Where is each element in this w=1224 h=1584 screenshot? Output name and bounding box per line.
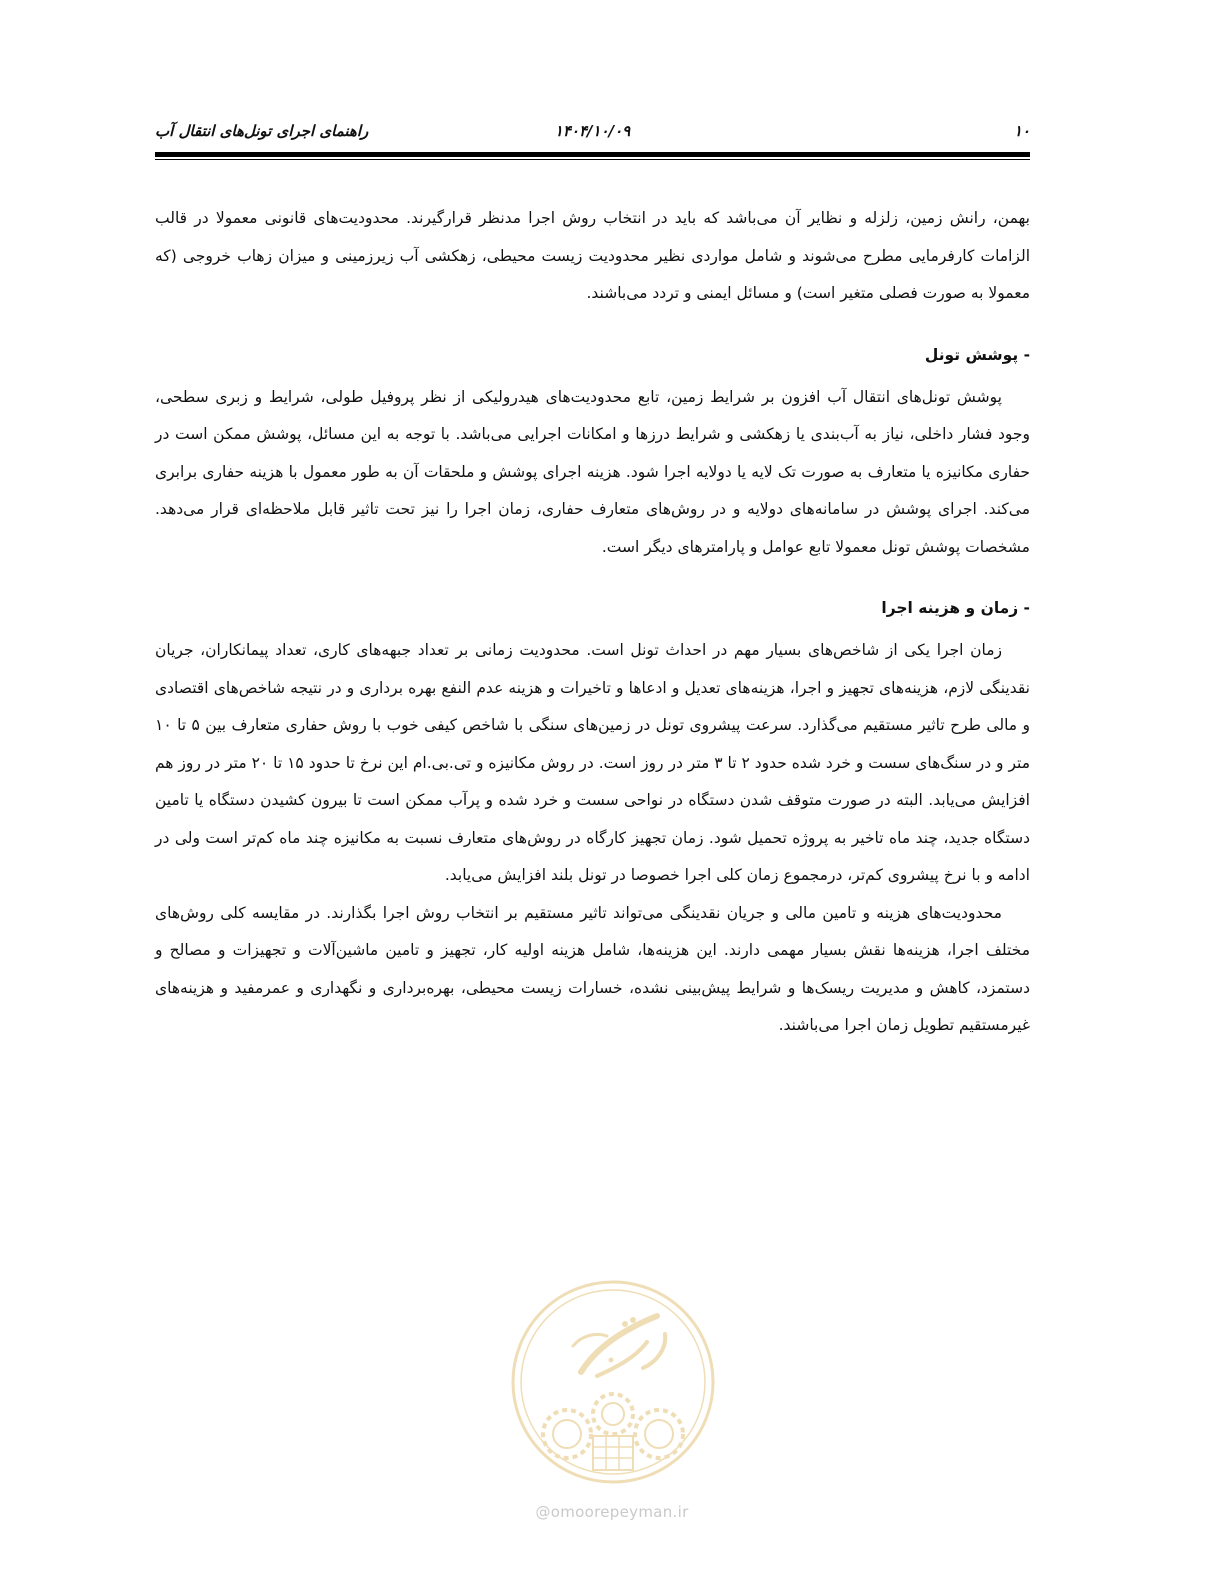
watermark-url <box>470 1503 754 1521</box>
paragraph-continuation: بهمن، رانش زمین، زلزله و نظایر آن می‌باشد که باید در انتخاب روش اجرا مدنظر قرارگیرند. محدودیت‌های قانونی معمولا در قالب الزامات کارفرمایی مطرح می‌شوند و شامل مواردی نظیر محدودیت زیست محیطی، زهکشی آب زیرزمینی و میزان زهاب خروجی (که معمولا به صورت فصلی متغیر است) و مسائل ایمنی و تردد می‌باشند. <box>155 209 1030 302</box>
paragraph-tunnel-lining: پوشش تونل‌های انتقال آب افزون بر شرایط زمین، تابع محدودیت‌های هیدرولیکی از نظر پروفیل طولی، شرایط و زبری سطحی، وجود فشار داخلی، نیاز به آب‌بندی یا زهکشی و شرایط درزها و امکانات اجرایی می‌باشد. با توجه به این مسائل، پوشش ممکن است در حفاری مکانیزه یا متعارف به صورت تک لایه یا دولایه اجرا شود. هزینه اجرای پوشش و ملحقات آن به طور معمول با هزینه حفاری برابری می‌کند. اجرای پوشش در سامانه‌های دولایه و در روش‌های متعارف حفاری، زمان اجرا را نیز تحت تاثیر قابل ملاحظه‌ای قرار می‌دهد. مشخصات پوشش تونل معمولا تابع عوامل و پارامترهای دیگر است. <box>155 387 1030 556</box>
page-header <box>155 118 1030 146</box>
page-body <box>155 200 1030 1045</box>
paragraph-cost-constraints: محدودیت‌های هزینه و تامین مالی و جریان نقدینگی می‌تواند تاثیر مستقیم بر انتخاب روش اجرا بگذارند. در مقایسه کلی روش‌های مختلف اجرا، هزینه‌ها نقش بسیار مهمی دارند. این هزینه‌ها، شامل هزینه اولیه کار، تجهیز و تامین ماشین‌آلات و تجهیزات و مصالح و دستمزد، کاهش و مدیریت ریسک‌ها و شرایط پیش‌بینی نشده، خسارات زیست محیطی، بهره‌برداری و نگهداری و عمرمفید و هزینه‌های غیرمستقیم تطویل زمان اجرا می‌باشند. <box>155 903 1030 1034</box>
section-heading-tunnel-lining: - پوشش تونل <box>924 345 1030 364</box>
page-number: ۱۰ <box>1013 122 1030 140</box>
header-date: ۱۴۰۴/۱۰/۰۹ <box>554 122 631 140</box>
paragraph-execution-time: زمان اجرا یکی از شاخص‌های بسیار مهم در احداث تونل است. محدودیت زمانی بر تعداد جبهه‌های کاری، تعداد پیمانکاران، جریان نقدینگی لازم، هزینه‌های تجهیز و اجرا، هزینه‌های تعدیل و ادعاها و تاخیرات و هزینه عدم النفع بهره برداری و در نتیجه شاخص‌های اقتصادی و مالی طرح تاثیر مستقیم می‌گذارد. سرعت پیشروی تونل در زمین‌های سنگی با شاخص کیفی خوب با روش حفاری متعارف بین ۵ تا ۱۰ متر و در سنگ‌های سست و خرد شده حدود ۲ تا ۳ متر در روز است. در روش مکانیزه و تی.بی.ام این نرخ تا حدود ۱۵ تا ۲۰ متر در روز هم افزایش می‌یابد. البته در صورت متوقف شدن دستگاه در نواحی سست و خرد شده و پرآب ممکن است تا بیرون کشیدن دستگاه یا تامین دستگاه جدید، چند ماه تاخیر به پروژه تحمیل شود. زمان تجهیز کارگاه در روش‌های متعارف نسبت به مکانیزه چند ماه کم‌تر است ولی در ادامه و با نرخ پیشروی کم‌تر، درمجموع زمان کلی اجرا خصوصا در تونل بلند افزایش می‌یابد. <box>154 641 1031 884</box>
spacer <box>155 313 1030 325</box>
watermark-url-text: omoorepeyman.ir <box>550 1503 689 1521</box>
header-rule <box>155 152 1030 157</box>
header-title: راهنمای اجرای تونل‌های انتقال آب <box>155 122 369 140</box>
header-rule-thin <box>155 159 1030 160</box>
watermark-logo <box>507 1276 719 1488</box>
at-icon: @ <box>535 1503 551 1521</box>
spacer <box>155 566 1030 578</box>
section-heading-time-and-cost: - زمان و هزینه اجرا <box>881 599 1030 617</box>
